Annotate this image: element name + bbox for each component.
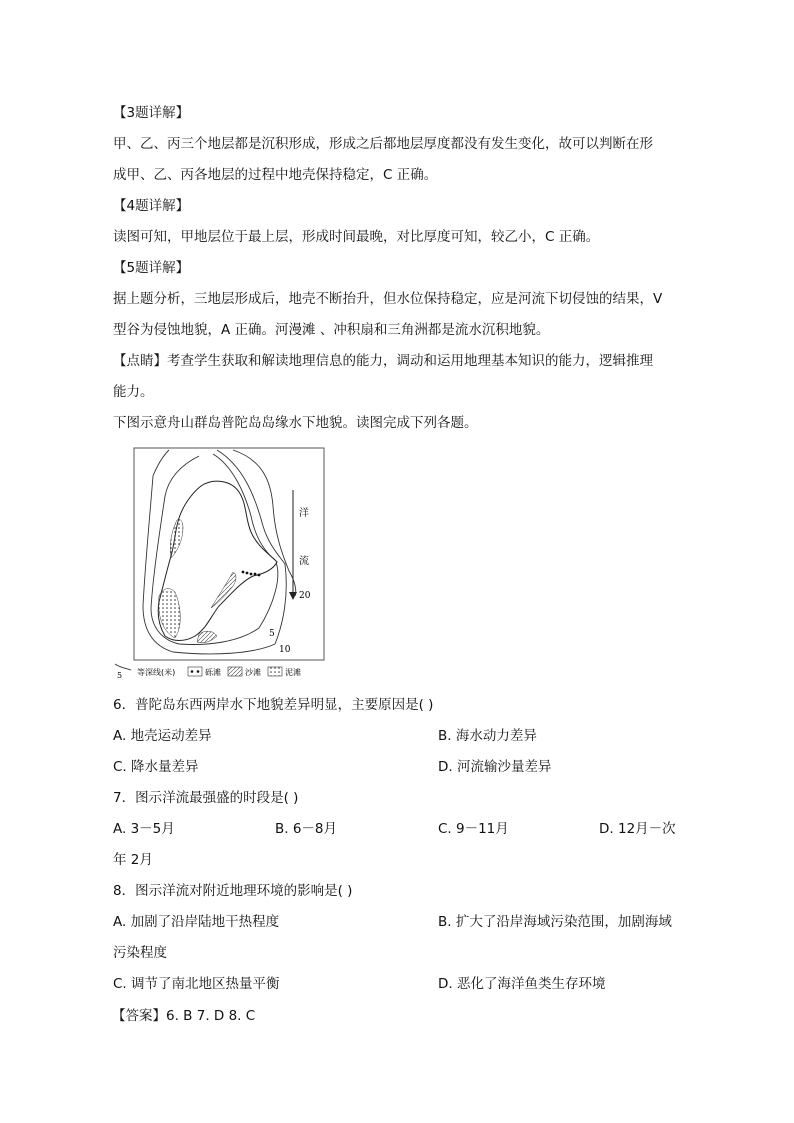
question-6-option-a: A. 地壳运动差异	[113, 728, 212, 744]
question-7-option-a: A. 3－5月	[113, 821, 175, 837]
question-6-option-c: C. 降水量差异	[113, 759, 199, 775]
putuo-island-map	[113, 446, 328, 678]
question-7-option-b: B. 6－8月	[275, 821, 338, 837]
question-8-stem: 8．图示洋流对附近地理环境的影响是( )	[113, 883, 353, 899]
q3-explanation-line: 甲、乙、丙三个地层都是沉积形成，形成之后都地层厚度都没有发生变化，故可以判断在形	[113, 136, 653, 152]
legend-mud-text: 泥滩	[285, 668, 301, 677]
answer-line: 【答案】6. B 7. D 8. C	[112, 1008, 256, 1024]
legend-sand-text: 沙滩	[245, 668, 261, 677]
ocean-current-arrowhead	[289, 592, 297, 600]
question-8-option-c: C. 调节了南北地区热量平衡	[113, 976, 280, 992]
question-6-option-b: B. 海水动力差异	[438, 728, 537, 744]
question-8-option-a: A. 加剧了沿岸陆地干热程度	[113, 914, 280, 930]
sand-flat-south	[197, 631, 217, 643]
legend-isobath-number: 5	[117, 671, 123, 678]
legend-isobath-text: 等深线(米)	[137, 668, 176, 677]
q3-explanation-line: 成甲、乙、丙各地层的过程中地壳保持稳定，C 正确。	[113, 167, 438, 183]
legend-isobath-line	[115, 664, 131, 670]
q4-explanation-line: 读图可知，甲地层位于最上层，形成时间最晚，对比厚度可知，较乙小，C 正确。	[113, 229, 600, 245]
q5-explanation-heading: 【5题详解】	[113, 260, 190, 276]
question-7-option-d: D. 12月－次	[599, 821, 676, 837]
question-7-option-c: C. 9－11月	[438, 821, 509, 837]
isobath-label-10: 10	[279, 645, 291, 655]
question-6-option-d: D. 河流输沙量差异	[438, 759, 552, 775]
dianjing-line: 【点睛】考查学生获取和解读地理信息的能力，调动和运用地理基本知识的能力，逻辑推理	[113, 353, 653, 369]
legend-mud-swatch	[268, 667, 282, 676]
isobath-label-20: 20	[299, 591, 311, 601]
question-intro: 下图示意舟山群岛普陀岛岛缘水下地貌。读图完成下列各题。	[113, 415, 478, 431]
question-8-option-b-continued: 污染程度	[113, 945, 167, 961]
legend-sand-swatch	[228, 667, 242, 676]
question-8-option-d: D. 恶化了海洋鱼类生存环境	[438, 976, 606, 992]
question-6-stem: 6．普陀岛东西两岸水下地貌差异明显，主要原因是( )	[113, 697, 434, 713]
q4-explanation-heading: 【4题详解】	[113, 198, 190, 214]
dianjing-line: 能力。	[113, 384, 154, 400]
isobath-label-5: 5	[269, 629, 275, 639]
question-7-stem: 7．图示洋流最强盛的时段是( )	[113, 790, 299, 806]
legend-gravel-swatch	[188, 667, 202, 676]
q5-explanation-line: 据上题分析，三地层形成后，地壳不断抬升，但水位保持稳定，应是河流下切侵蚀的结果，V	[113, 291, 663, 307]
q5-explanation-line: 型谷为侵蚀地貌，A 正确。河漫滩 、冲积扇和三角洲都是流水沉积地貌。	[113, 322, 550, 338]
question-8-option-b: B. 扩大了沿岸海域污染范围，加剧海域	[438, 914, 672, 930]
q3-explanation-heading: 【3题详解】	[113, 105, 190, 121]
question-7-option-d-continued: 年 2月	[113, 852, 153, 868]
current-label-2: 流	[299, 556, 309, 567]
legend-gravel-text: 砾滩	[205, 668, 221, 677]
current-label-1: 洋	[299, 508, 309, 519]
